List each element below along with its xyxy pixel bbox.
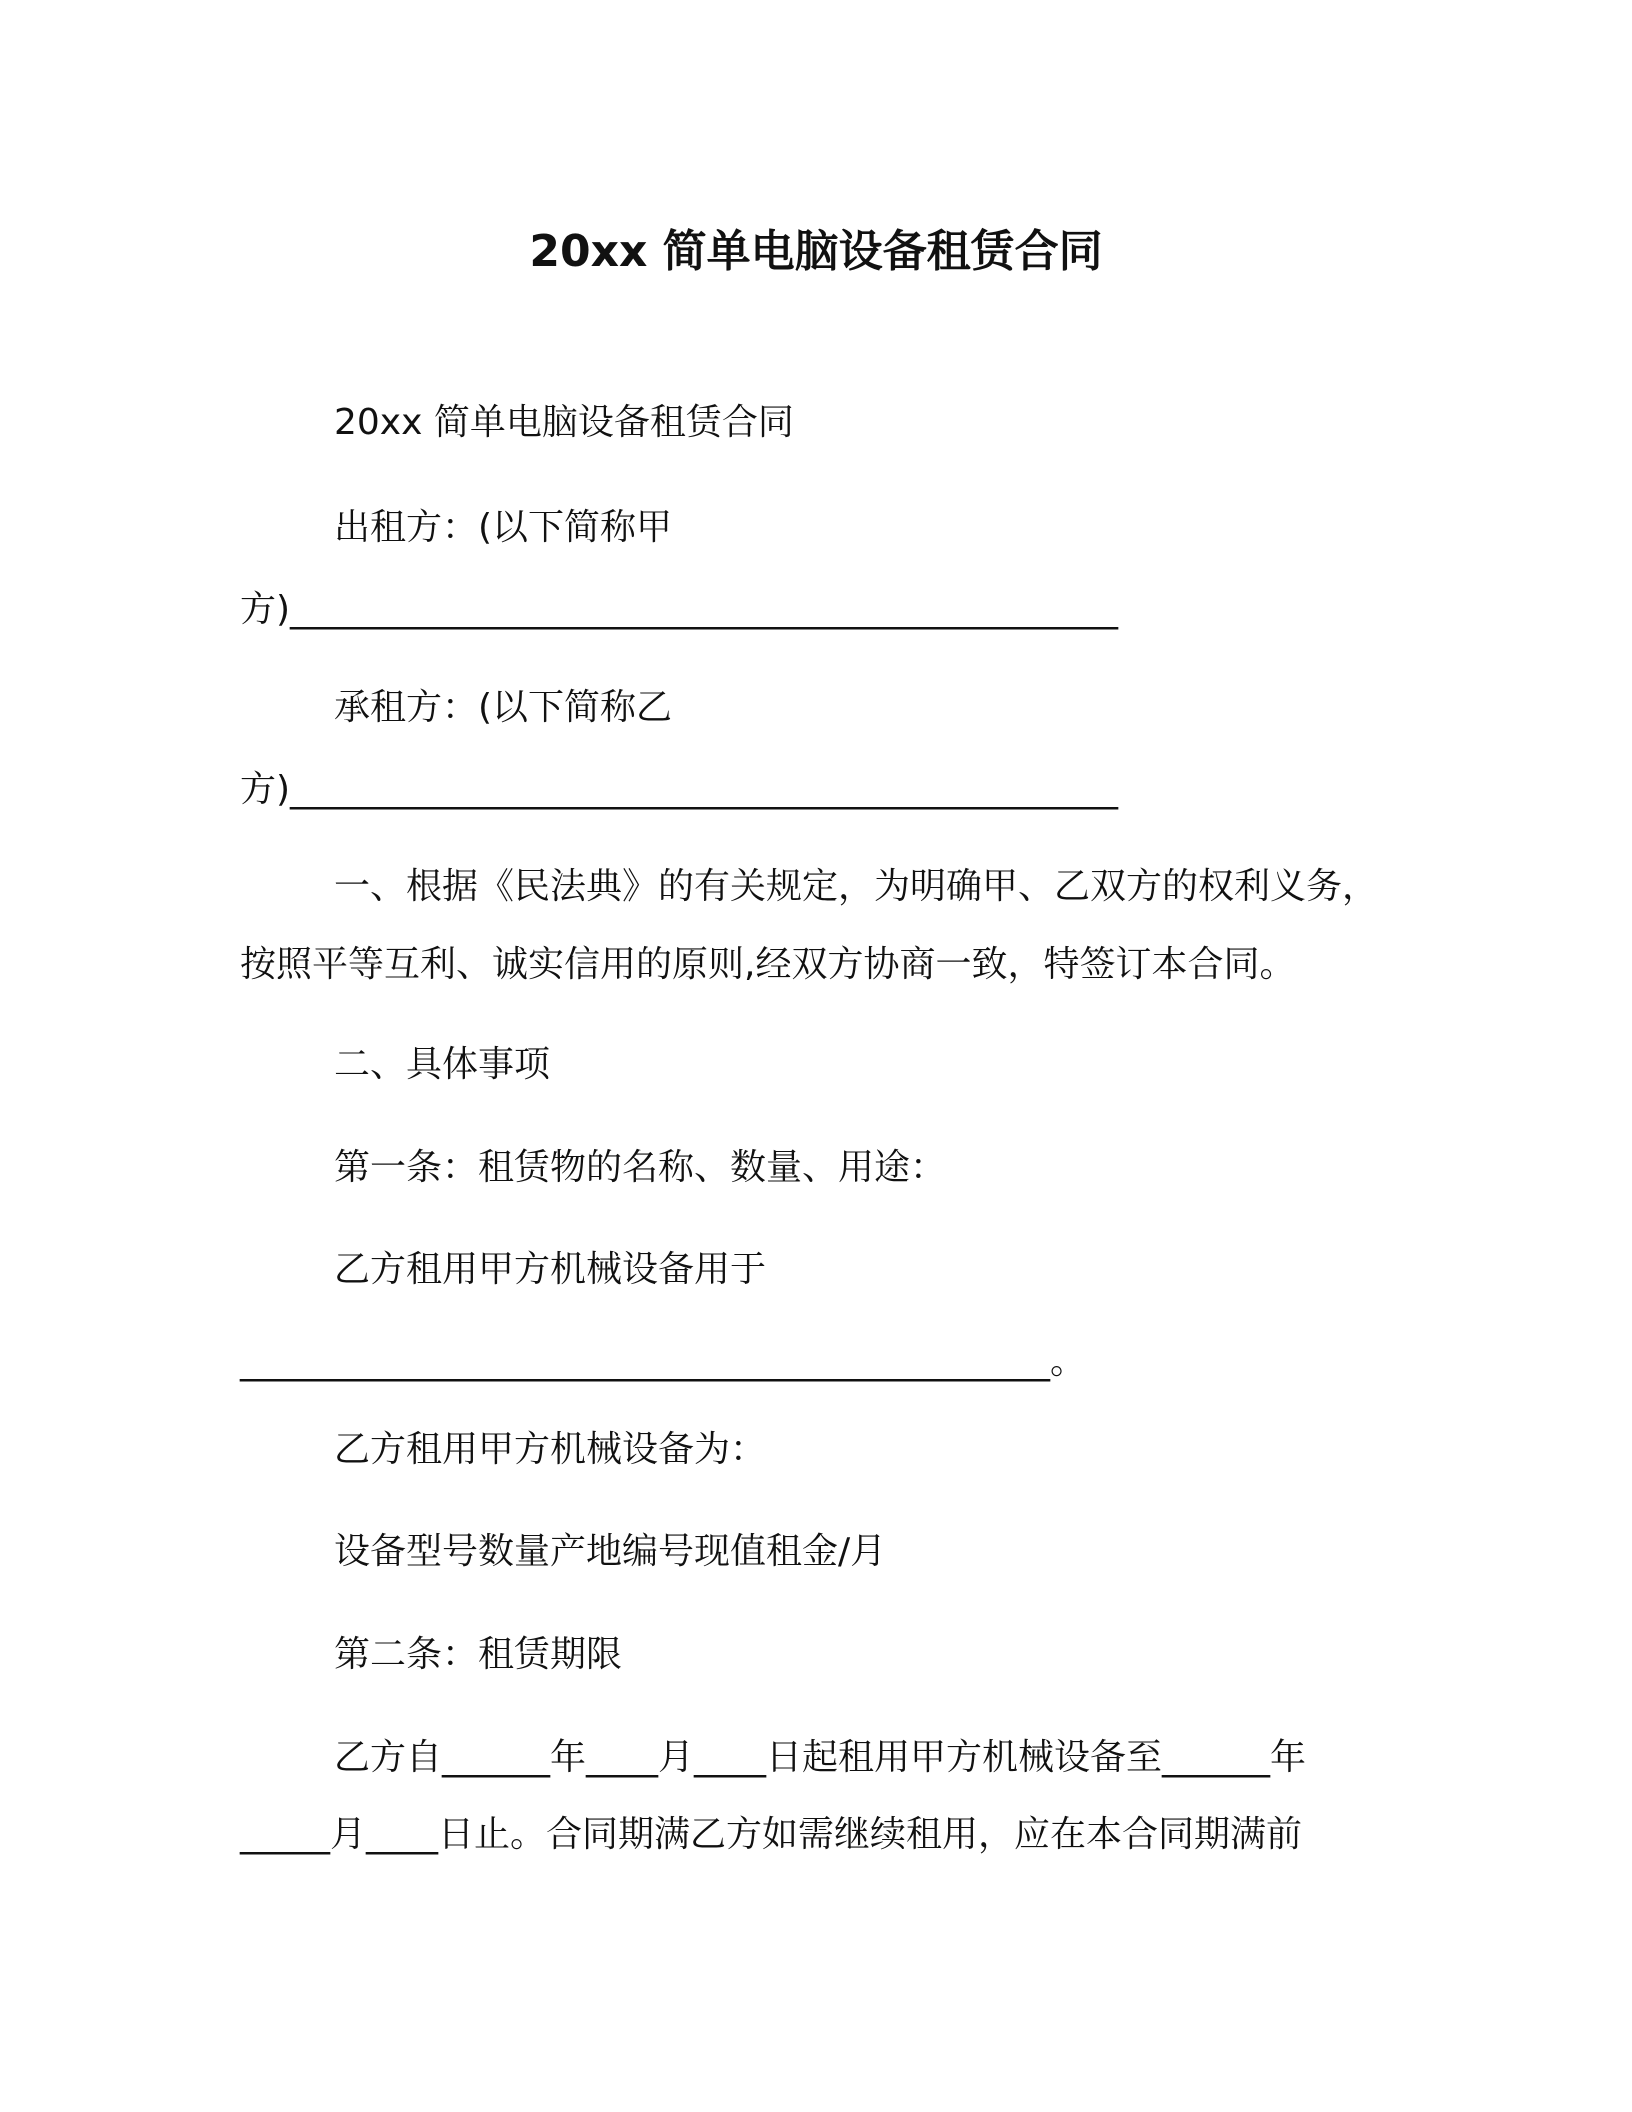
clause-one-line-2: 按照平等互利、诚实信用的原则,经双方协商一致，特签订本合同。	[240, 944, 1296, 985]
equipment-columns-line: 设备型号数量产地编号现值租金/月	[334, 1531, 887, 1572]
usage-label-line: 乙方租用甲方机械设备用于	[334, 1249, 767, 1290]
lessee-blank-line: 方)______________________________________________	[240, 769, 1119, 810]
lessor-label-line: 出租方：(以下简称甲	[334, 507, 673, 548]
clause-one-line-1: 一、根据《民法典》的有关规定，为明确甲、乙双方的权利义务，	[334, 866, 1379, 907]
term-line-2: _____月____日止。合同期满乙方如需继续租用，应在本合同期满前	[240, 1814, 1303, 1855]
article-two-heading: 第二条：租赁期限	[334, 1634, 623, 1675]
lessor-blank-line: 方)______________________________________________	[240, 589, 1119, 630]
lessee-label-line: 承租方：(以下简称乙	[334, 687, 673, 728]
document-title: 20xx 简单电脑设备租赁合同	[529, 226, 1103, 277]
usage-blank-line: _____________________________________________。	[240, 1341, 1086, 1382]
section-two-heading: 二、具体事项	[334, 1044, 551, 1085]
term-line-1: 乙方自______年____月____日起租用甲方机械设备至______年	[334, 1737, 1307, 1778]
equipment-label-line: 乙方租用甲方机械设备为：	[334, 1429, 767, 1470]
article-one-heading: 第一条：租赁物的名称、数量、用途：	[334, 1147, 947, 1188]
subtitle-line: 20xx 简单电脑设备租赁合同	[334, 402, 794, 443]
